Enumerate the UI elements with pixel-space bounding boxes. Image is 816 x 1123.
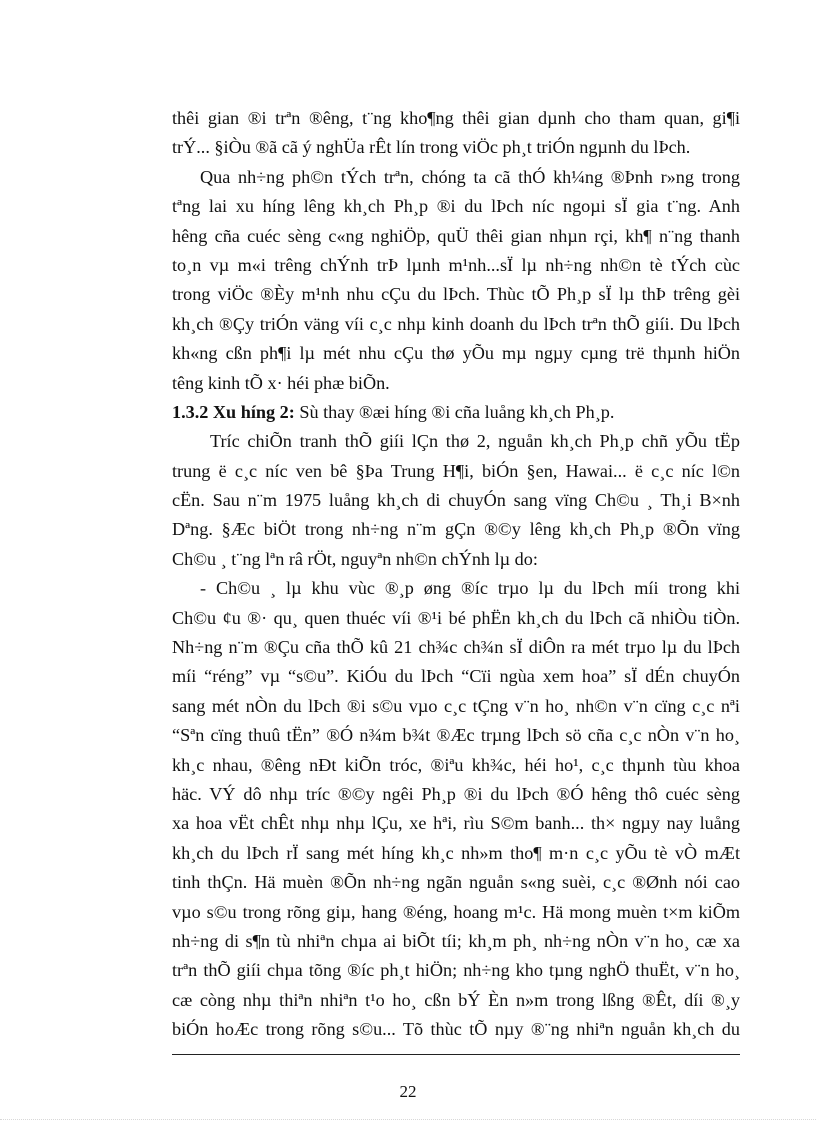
text-line: xa hoa vËt chÊt nhµ nhµ lÇu, xe hªi, rìu S©m banh... th× ngµy nay luång: [172, 813, 740, 834]
text-line: kh«ng cßn ph¶i lµ mét nhu cÇu thø yÕu mµ ngµy cµng trë thµnh hiÖn: [172, 343, 740, 364]
text-line: - Ch©u ¸ lµ khu vùc ®¸p øng ®íc trµo lµ du lÞch míi trong khi: [200, 578, 740, 599]
text-line: Tríc chiÕn tranh thÕ giíi lÇn thø 2, nguån kh¸ch Ph¸p chñ yÕu tËp: [210, 431, 740, 452]
text-line: tinh thÇn. Hä muèn ®Õn nh÷ng ngãn nguån s«ng suèi, c¸c ®Ønh nói cao: [172, 872, 740, 893]
text-line: cËn. Sau n¨m 1975 luång kh¸ch di chuyÓn sang vïng Ch©u ¸ Th¸i B×nh: [172, 490, 740, 511]
text-line: kh¸c nhau, ®êng nÐt kiÕn tróc, ®iªu kh¾c, héi ho¹, c¸c thµnh tùu khoa: [172, 754, 740, 775]
text-line: cæ còng nhµ thiªn nhiªn t¹o ho¸ cßn bÝ Èn n»m trong lßng ®Êt, díi ®¸y: [172, 989, 740, 1010]
page-bottom-edge: [0, 1119, 816, 1120]
text-line: míi “réng” vµ “s©u”. KiÓu du lÞch “Cïi ngùa xem hoa” sÏ dÉn chuyÓn: [172, 666, 740, 687]
text-line: biÓn hoÆc trong rõng s©u... Tõ thùc tÕ nµy ®¨ng nhiªn nguån kh¸ch du: [172, 1019, 740, 1040]
text-line: kh¸ch du lÞch rÏ sang mét híng kh¸c nh»m tho¶ m·n c¸c yÕu tè vÒ mÆt: [172, 842, 740, 863]
text-line: trung ë c¸c níc ven bê §Þa Trung H¶i, biÓn §en, Hawai... ë c¸c níc l©n: [172, 460, 740, 481]
text-line: Ch©u ¢u ®· qu¸ quen thuéc víi ®¹i bé phËn kh¸ch du lÞch cã nhiÒu tiÒn.: [172, 607, 740, 628]
section-number-title: 1.3.2 Xu híng 2:: [172, 401, 295, 422]
text-line: têng kinh tÕ x· héi phæ biÕn.: [172, 372, 390, 393]
text-line: tªng lai xu híng lêng kh¸ch Ph¸p ®i du lÞch níc ngoµi sÏ gia t¨ng. Anh: [172, 196, 740, 217]
text-line: trÝ... §iÒu ®ã cã ý nghÜa rÊt lín trong viÖc ph¸t triÓn ngµnh du lÞch.: [172, 137, 691, 158]
text-line: sang mét nÒn du lÞch ®i s©u vµo c¸c tÇng v¨n ho¸ nh©n v¨n cïng c¸c nªi: [172, 695, 740, 716]
text-line: kh¸ch ®Çy triÓn väng víi c¸c nhµ kinh doanh du lÞch trªn thÕ giíi. Du lÞch: [172, 313, 740, 334]
section-heading: [172, 398, 740, 427]
text-line: Nh÷ng n¨m ®Çu cña thÕ kû 21 ch¾c ch¾n sÏ diÔn ra mét trµo lµ du lÞch: [172, 637, 740, 658]
text-line: “Sªn cïng thuû tËn” ®Ó n¾m b¾t ®Æc trµng lÞch sö cña c¸c nÒn v¨n ho¸: [172, 725, 740, 746]
footer-divider: [172, 1054, 740, 1055]
text-line: Qua nh÷ng ph©n tÝch trªn, chóng ta cã thÓ kh¼ng ®Þnh r»ng trong: [200, 166, 740, 187]
text-line: Dªng. §Æc biÖt trong nh÷ng n¨m gÇn ®©y lêng kh¸ch Ph¸p ®Õn vïng: [172, 519, 740, 540]
text-line: hêng cña cuéc sèng c«ng nghiÖp, quÜ thêi gian nhµn rçi, kh¶ n¨ng thanh: [172, 225, 740, 246]
text-line: thêi gian ®i trªn ®êng, t¨ng kho¶ng thêi gian dµnh cho tham quan, gi¶i: [172, 108, 740, 128]
text-line: vµo s©u trong rõng giµ, hang ®éng, hoang m¹c. Hä mong muèn t×m kiÕm: [172, 901, 740, 922]
text-line: trªn thÕ giíi chµa tõng ®íc ph¸t hiÖn; nh÷ng kho tµng nghÖ thuËt, v¨n ho¸: [172, 960, 740, 981]
section-heading-text: Sù thay ®æi híng ®i cña luång kh¸ch Ph¸p.: [294, 401, 615, 422]
body-text: [172, 104, 740, 1045]
text-line: trong viÖc ®Èy m¹nh nhu cÇu du lÞch. Thùc tÕ Ph¸p sÏ lµ thÞ trêng gèi: [172, 284, 740, 305]
text-line: Ch©u ¸ t¨ng lªn râ rÖt, nguyªn nh©n chÝnh lµ do:: [172, 548, 538, 569]
text-line: nh÷ng di s¶n tù nhiªn chµa ai biÕt tíi; kh¸m ph¸ nh÷ng nÒn v¨n ho¸ cæ xa: [172, 930, 740, 951]
page-number: 22: [399, 1082, 417, 1101]
text-line: to¸n vµ m«i trêng chÝnh trÞ lµnh m¹nh...sÏ lµ nh÷ng nh©n tè tÝch cùc: [172, 254, 740, 275]
text-line: häc. VÝ dô nhµ tríc ®©y ngêi Ph¸p ®i du lÞch ®Ó hêng thô cuéc sèng: [172, 783, 740, 804]
